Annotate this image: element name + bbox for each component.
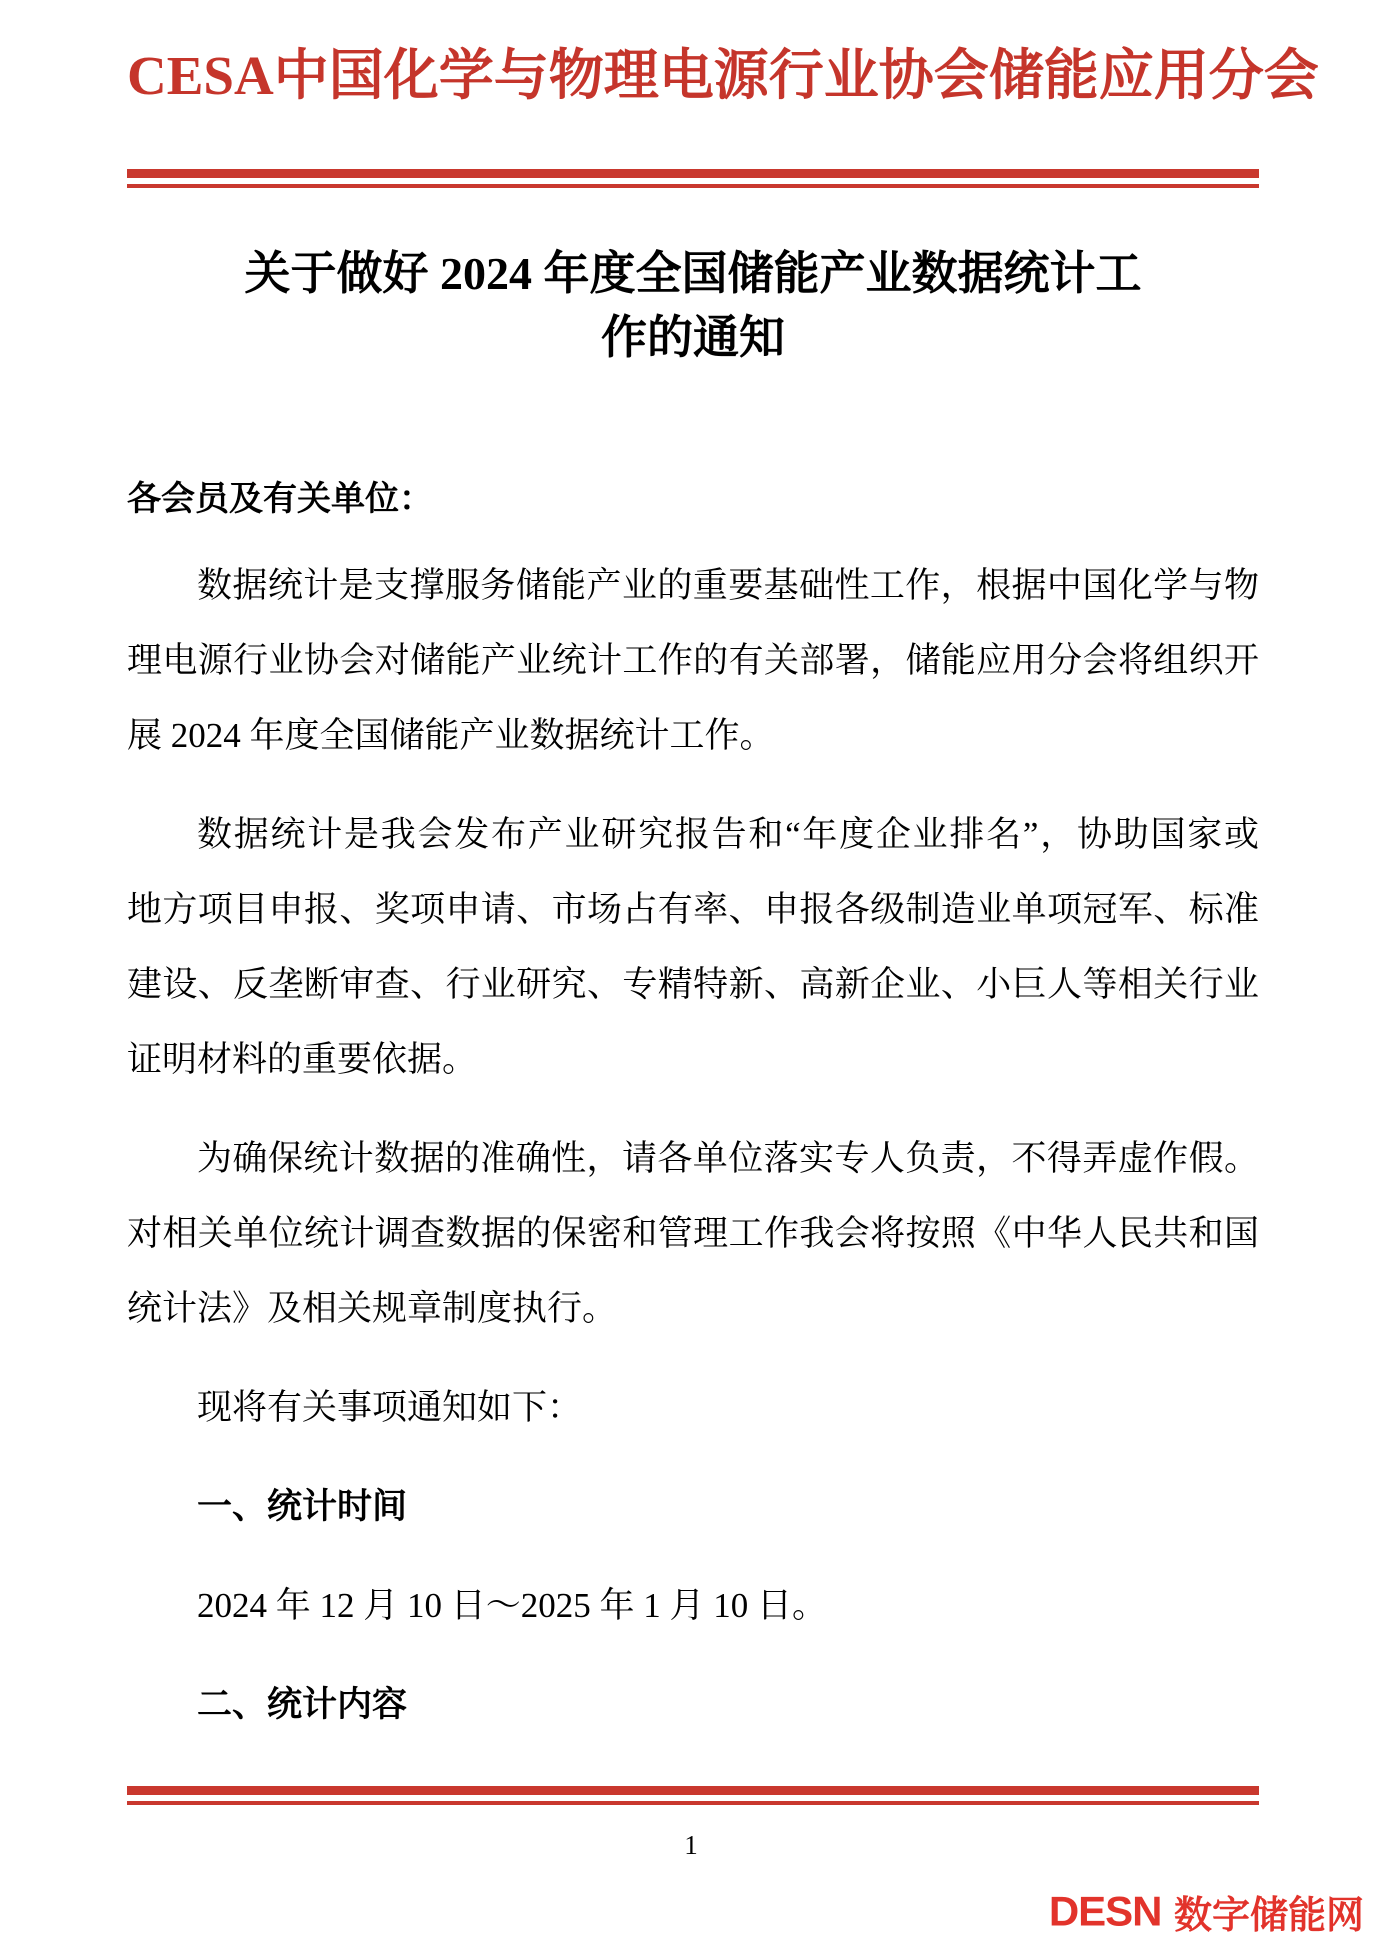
body-paragraphs — [127, 548, 1259, 1346]
paragraph — [127, 548, 1259, 773]
paragraph — [127, 1121, 1259, 1346]
paragraph-line: 证明材料的重要依据。 — [127, 1040, 478, 1080]
org-banner-title: CESA中国化学与物理电源行业协会储能应用分会 — [127, 45, 1319, 106]
header-rule-thin — [127, 184, 1259, 188]
paragraph-line: 对相关单位统计调查数据的保密和管理工作我会将按照《中华人民共和国 — [127, 1214, 1259, 1254]
desn-logo-cjk: 数字储能网 — [1173, 1895, 1364, 1937]
desn-logo — [1049, 1884, 1364, 1939]
notice-line: 现将有关事项通知如下： — [197, 1388, 583, 1428]
paragraph-line: 地方项目申报、奖项申请、市场占有率、申报各级制造业单项冠军、标准 — [127, 890, 1259, 930]
paragraph-line: 统计法》及相关规章制度执行。 — [127, 1289, 618, 1329]
document-title — [127, 242, 1259, 370]
paragraph-line: 展 2024 年度全国储能产业数据统计工作。 — [127, 716, 775, 756]
page-number: 1 — [684, 1830, 698, 1860]
section-heading-1: 一、统计时间 — [197, 1487, 408, 1527]
document-title-line1: 关于做好 2024 年度全国储能产业数据统计工 — [244, 248, 1142, 300]
footer-rule-thick — [127, 1786, 1259, 1795]
paragraph-line: 数据统计是我会发布产业研究报告和“年度企业排名”，协助国家或 — [197, 815, 1259, 855]
statistics-period: 2024 年 12 月 10 日～2025 年 1 月 10 日。 — [197, 1586, 828, 1626]
paragraph — [127, 797, 1259, 1097]
document-title-line2: 作的通知 — [601, 312, 785, 364]
section-heading-2: 二、统计内容 — [197, 1685, 408, 1725]
paragraph-line: 理电源行业协会对储能产业统计工作的有关部署，储能应用分会将组织开 — [127, 641, 1259, 681]
paragraph-line: 建设、反垄断审查、行业研究、专精特新、高新企业、小巨人等相关行业 — [127, 965, 1259, 1005]
header-rule-thick — [127, 169, 1259, 178]
paragraph-line: 数据统计是支撑服务储能产业的重要基础性工作，根据中国化学与物 — [197, 566, 1259, 606]
desn-logo-latin: DESN — [1048, 1887, 1162, 1935]
paragraph-line: 为确保统计数据的准确性，请各单位落实专人负责，不得弄虚作假。 — [197, 1139, 1259, 1179]
footer-rule-thin — [127, 1801, 1259, 1805]
salutation: 各会员及有关单位： — [127, 480, 433, 519]
